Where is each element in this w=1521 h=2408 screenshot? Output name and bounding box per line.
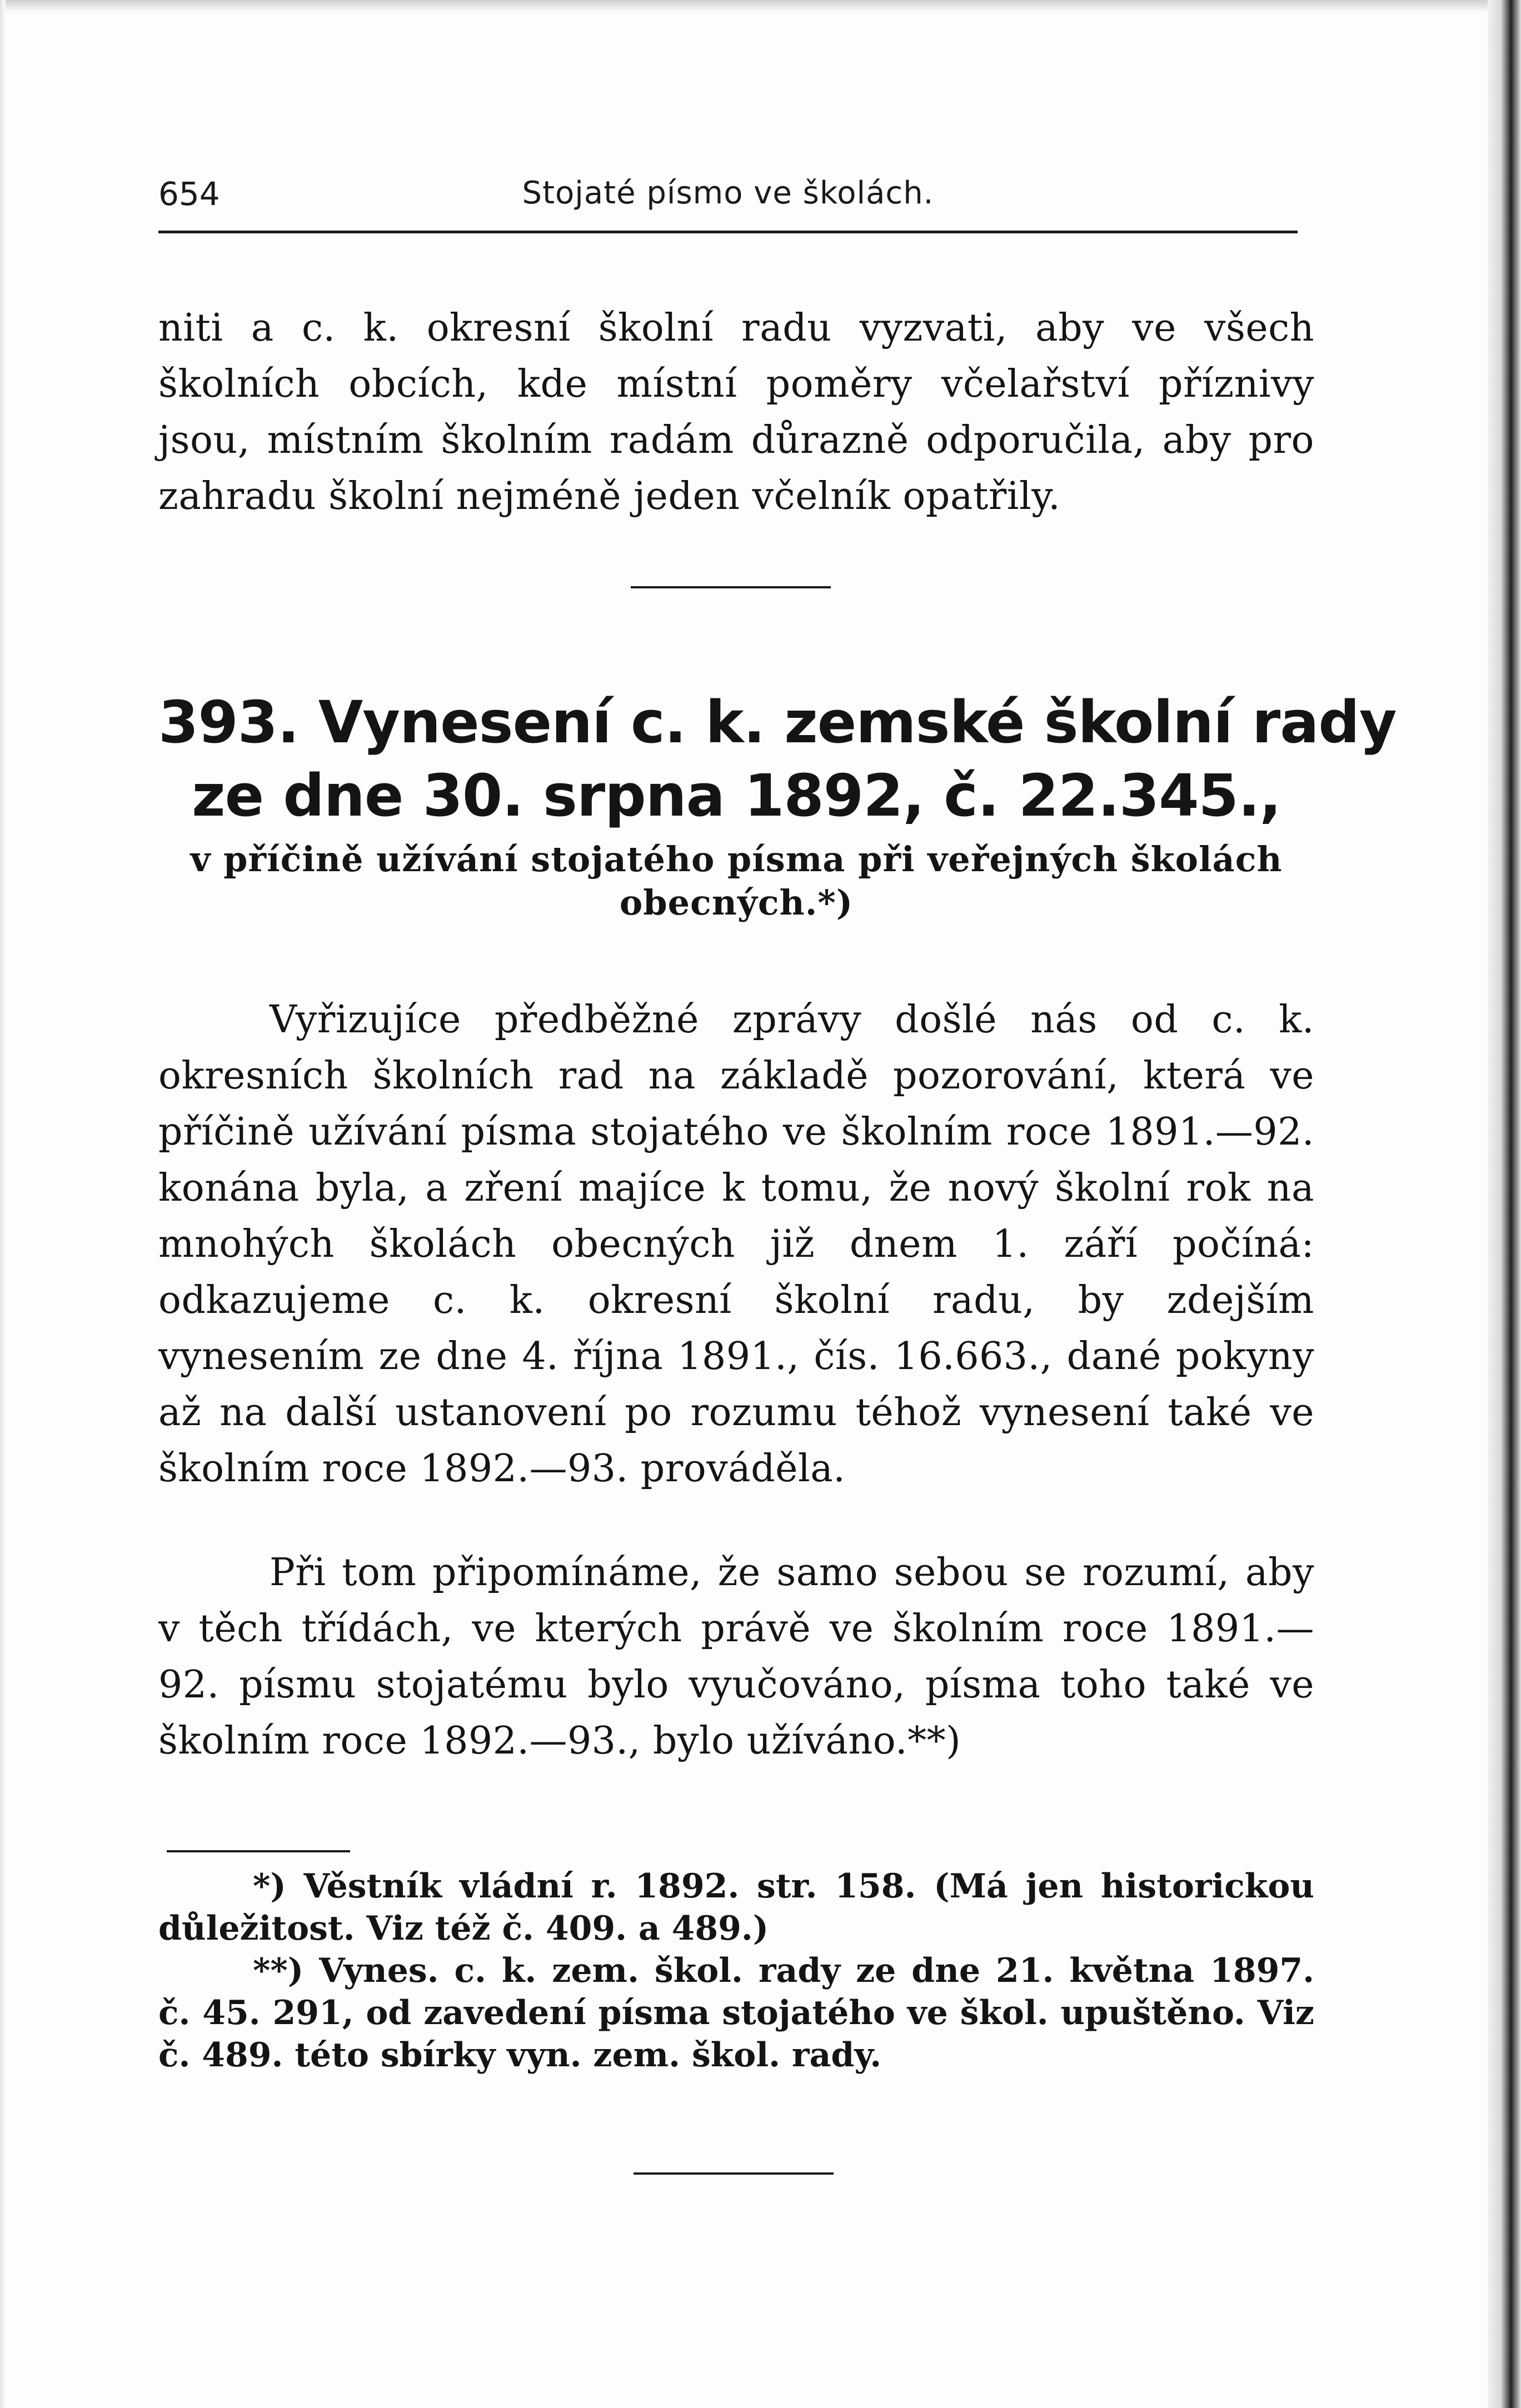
footnote-1: [158, 1865, 1314, 1950]
body-paragraph-1: [158, 992, 1314, 1497]
body-paragraph-2: [158, 1545, 1314, 1769]
page-number: 654: [158, 175, 220, 213]
section-heading-line-1: 393. Vynesení c. k. zemské školní rady: [158, 688, 1397, 756]
footnote-2: [158, 1950, 1314, 2076]
footnote-2-text: **) Vynes. c. k. zem. škol. rady ze dne 21. května 1897. č. 45. 291, od zavedení písma stojatého ve škol. upuštěno. Viz č. 489. této sbírky vyn. zem. škol. rady.: [158, 1951, 1314, 2075]
bottom-divider: [634, 2172, 834, 2175]
scan-edge-right: [1488, 0, 1521, 2408]
scan-edge-left: [0, 0, 6, 2408]
scan-edge-top: [0, 0, 1521, 12]
body-paragraph-1-text: Vyřizujíce předběžné zprávy došlé nás od c. k. okresních školních rad na základě pozorování, která ve příčině užívání písma stojatého ve školním roce 1891.—92. konána byla, a zření majíce k tomu, že nový školní rok na mnohých školách obecných již dnem 1. září počíná: odkazujeme c. k. okresní školní radu, by zdejším vynesením ze dne 4. října 1891., čís. 16.663., dané pokyny až na další ustanovení po rozumu téhož vynesení také ve školním roce 1892.—93. prováděla.: [158, 998, 1314, 1491]
running-title: Stojaté písmo ve školách.: [522, 175, 934, 211]
intro-paragraph: niti a c. k. okresní školní radu vyzvati, aby ve všech školních obcích, kde místní poměry včelařství příznivy jsou, místním školním radám důrazně odporučila, aby pro zahradu školní nejméně jeden včelník opatřily.: [158, 306, 1314, 518]
section-subheading: v příčině užívání stojatého písma při veřejných školách obecných.*): [190, 839, 1283, 923]
running-header: [158, 169, 1298, 231]
section-divider: [631, 586, 831, 588]
section-heading-line-2: ze dne 30. srpna 1892, č. 22.345.,: [192, 762, 1281, 830]
header-rule: [158, 231, 1298, 233]
body-paragraph-2-text: Při tom připomínáme, že samo sebou se rozumí, aby v těch třídách, ve kterých právě ve školním roce 1891.—92. písmu stojatému bylo vyučováno, písma toho také ve školním roce 1892.—93., bylo užíváno.**): [158, 1551, 1314, 1763]
footnote-rule: [167, 1850, 350, 1852]
footnote-1-text: *) Věstník vládní r. 1892. str. 158. (Má jen historickou důležitost. Viz též č. 409. a 489.): [158, 1867, 1314, 1948]
